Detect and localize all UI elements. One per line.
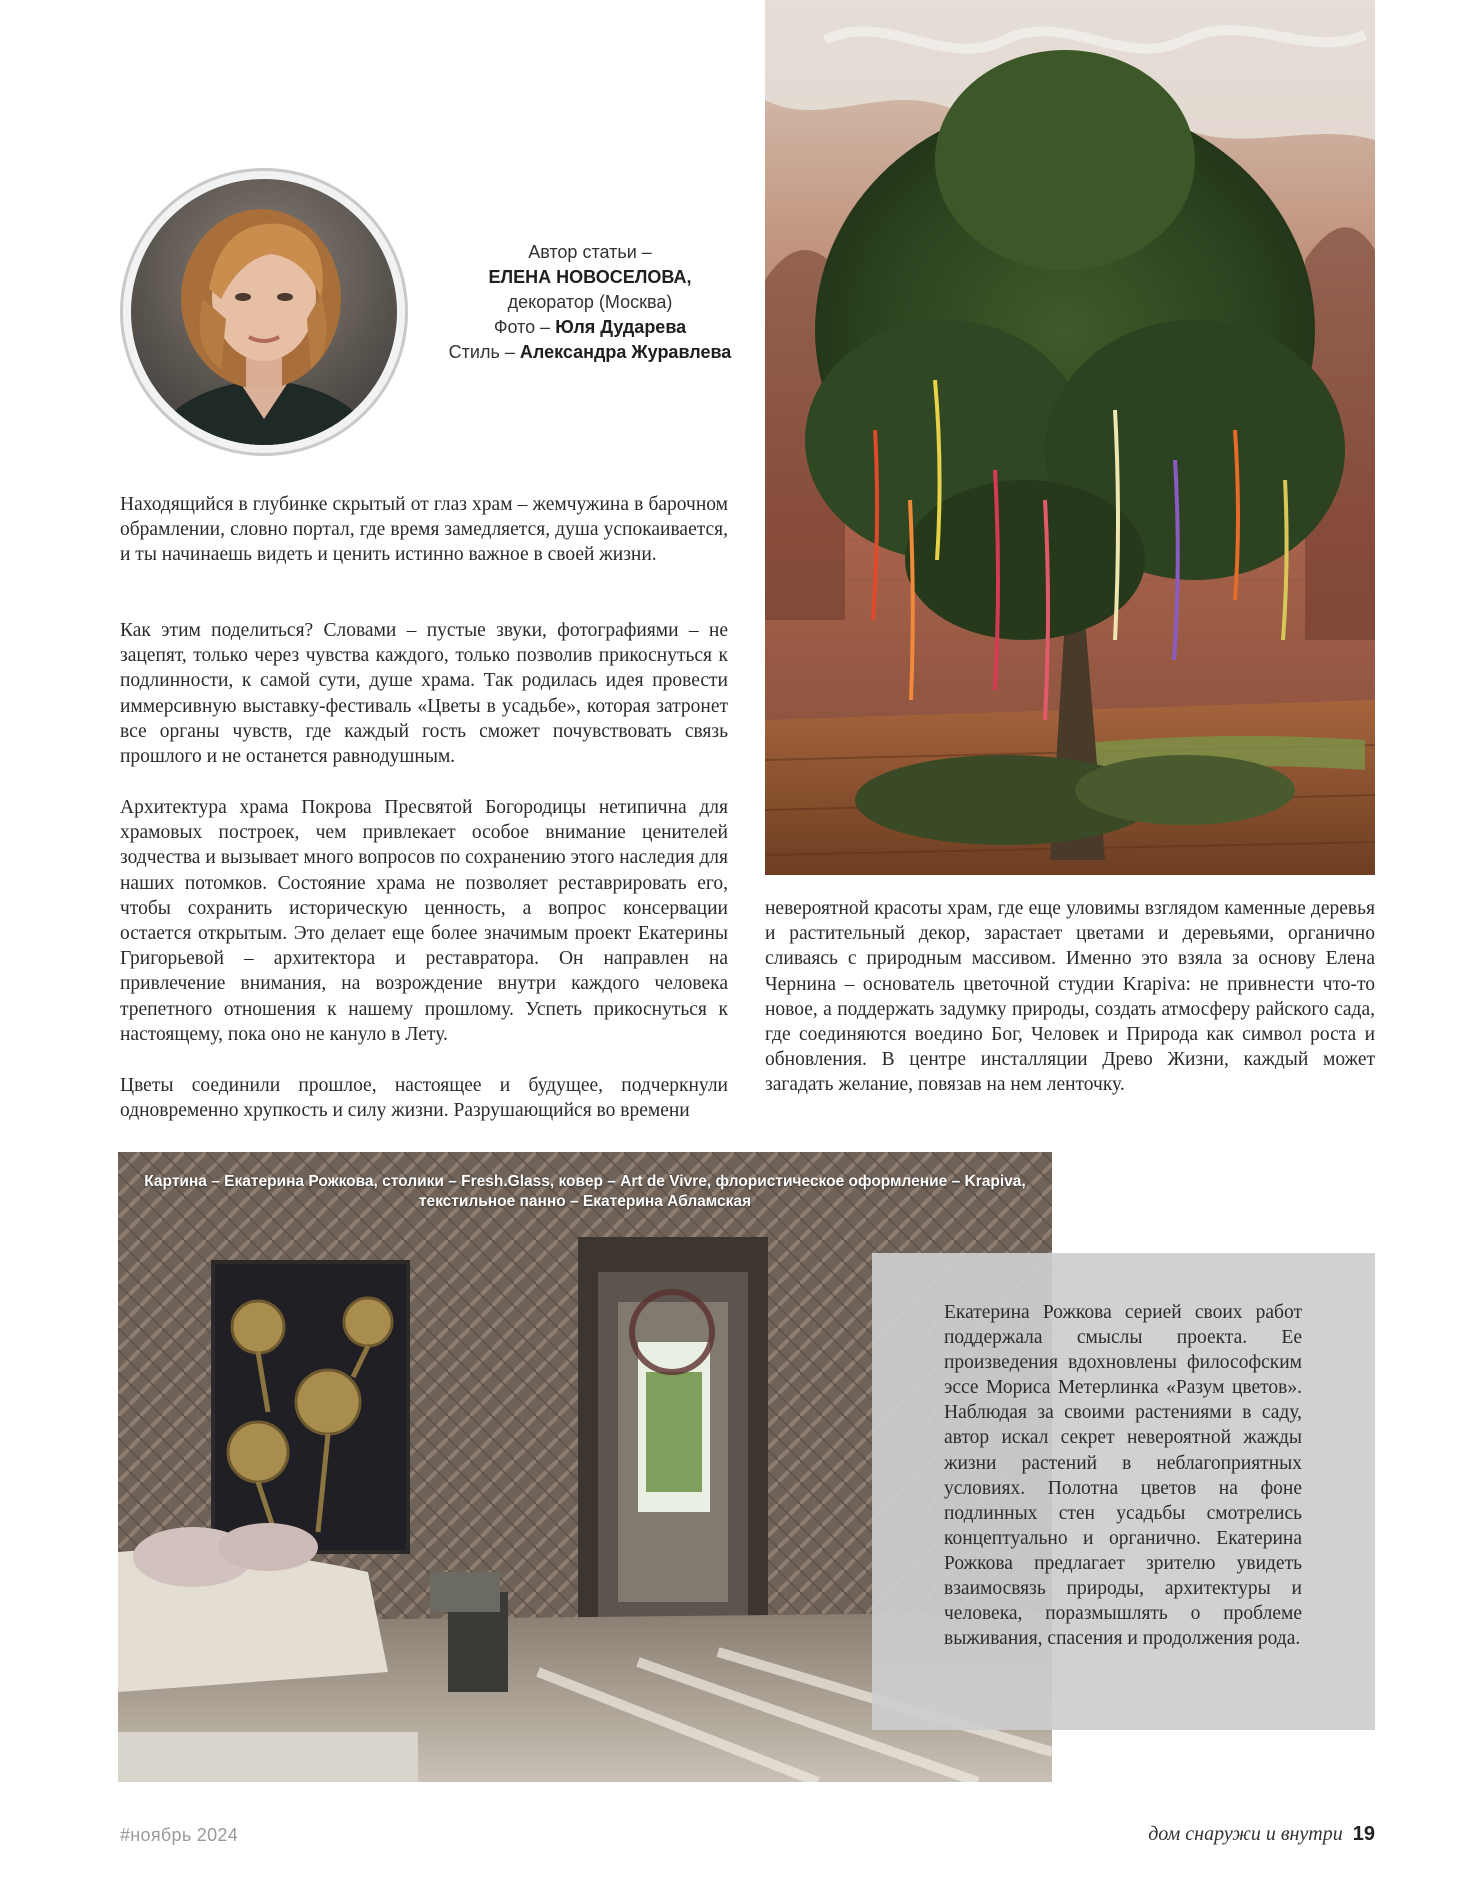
photo-caption: Картина – Екатерина Рожкова, столики – Fresh.Glass, ковер – Art de Vivre, флористическое оформление – Krapiva, текстильное панно – Екатерина Абламская: [144, 1173, 1026, 1210]
style-credit-label: Стиль –: [448, 342, 515, 362]
photo-credit-label: Фото –: [493, 317, 551, 337]
article-paragraph-5: невероятной красоты храм, где еще уловимы взглядом каменные деревья и растительный декор, зарастает цветами и деревьями, органично сливаясь с природным массивом. Именно это взяла за основу Елена Чернина – основатель цветочной студии Krapiva: не привнести что-то новое, а поддержать задумку природы, создать атмосферу райского сада, где соединяются воедино Бог, Человек и Природа как символ роста и обновления. В центре инсталляции Древо Жизни, каждый может загадать желание, повязав на нем ленточку.: [765, 898, 1375, 1096]
magazine-title: дом снаружи и внутри: [1148, 1823, 1343, 1845]
article-paragraph-3: Архитектура храма Покрова Пресвятой Богородицы нетипична для храмовых построек, чем привлекает особое внимание ценителей зодчества и вызывает много вопросов по сохранению этого наследия для наших потомков. Состояние храма не позволяет реставрировать его, чтобы сохранить историческую ценность, а вопрос консервации остается открытым. Это делает еще более значимым проект Екатерины Григорьевой – архитектора и реставратора. Он направлен на привлечение внимания, на возрождение внутри каждого человека трепетного отношения к нашему прошлому. Успеть прикоснуться к настоящему, пока оно не кануло в Лету.: [120, 797, 728, 1045]
author-role: декоратор (Москва): [507, 292, 673, 312]
page-number: 19: [1352, 1823, 1375, 1845]
tree-of-life-photo: [765, 0, 1375, 875]
sidebar-text: Екатерина Рожкова серией своих работ поддержала смыслы проекта. Ее произведения вдохновлены философским эссе Мориса Метерлинка «Разум цветов». Наблюдая за своими растениями в саду, автор искал секрет невероятной жажды жизни растений в неблагоприятных условиях. Полотна цветов на фоне подлинных стен усадьбы смотрелись концептуально и органично. Екатерина Рожкова предлагает зрителю увидеть взаимосвязь природы, архитектуры и человека, поразмышлять о проблеме выживания, спасения и продолжения рода.: [944, 1302, 1302, 1650]
author-credit: [440, 240, 740, 365]
author-label: Автор статьи –: [528, 242, 652, 262]
tree-photo-art: [765, 0, 1375, 875]
article-paragraph-2: Как этим поделиться? Словами – пустые звуки, фотографиями – не зацепят, только через чувства каждого, только позволив прикоснуться к подлинности, к самой сути, душе храма. Так родилась идея провести иммерсивную выставку-фестиваль «Цветы в усадьбе», которая затронет все органы чувств, где каждый гость сможет почувствовать связь прошлого и не останется равнодушным.: [120, 620, 728, 768]
article-paragraph-1: Находящийся в глубинке скрытый от глаз храм – жемчужина в барочном обрамлении, словно портал, где время замедляется, душа успокаивается, и ты начинаешь видеть и ценить истинно важное в своей жизни.: [120, 494, 728, 566]
author-name: ЕЛЕНА НОВОСЕЛОВА,: [488, 267, 692, 287]
style-credit-name: Александра Журавлева: [519, 342, 732, 362]
author-portrait: [131, 179, 397, 445]
footer-right: [1148, 1823, 1375, 1846]
author-portrait-frame: [120, 168, 408, 456]
photo-credit-name: Юля Дударева: [555, 317, 687, 337]
article-paragraph-4: Цветы соединили прошлое, настоящее и будущее, подчеркнули одновременно хрупкость и силу жизни. Разрушающийся во времени: [120, 1075, 728, 1122]
issue-date: #ноябрь 2024: [120, 1825, 239, 1845]
author-portrait-art: [131, 179, 397, 445]
